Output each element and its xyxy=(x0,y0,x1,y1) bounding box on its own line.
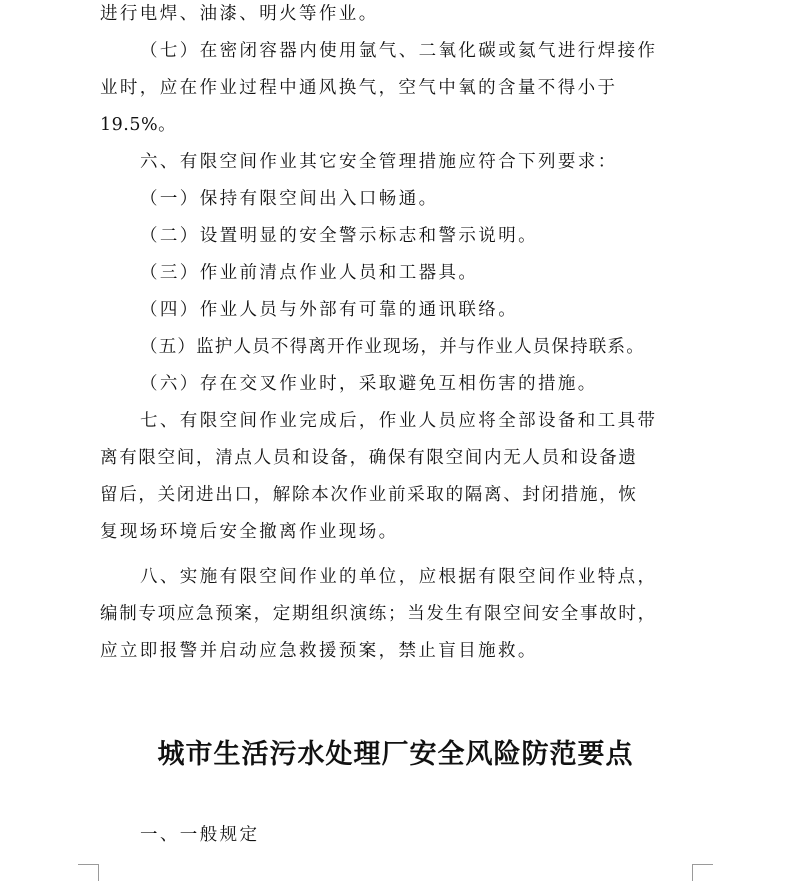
paragraph-line-6: （一）保持有限空间出入口畅通。 xyxy=(140,189,439,209)
paragraph-line-17: 编制专项应急预案，定期组织演练；当发生有限空间安全事故时， xyxy=(100,604,657,624)
paragraph-line-7: （二）设置明显的安全警示标志和警示说明。 xyxy=(140,226,538,246)
paragraph-line-18: 应立即报警并启动应急救援预案，禁止盲目施救。 xyxy=(100,641,538,661)
paragraph-line-1: 进行电焊、油漆、明火等作业。 xyxy=(100,4,379,24)
paragraph-line-3: 业时，应在作业过程中通风换气，空气中氧的含量不得小于 xyxy=(100,78,618,98)
paragraph-line-10: （五）监护人员不得离开作业现场，并与作业人员保持联系。 xyxy=(140,337,645,357)
paragraph-line-16: 八、实施有限空间作业的单位，应根据有限空间作业特点， xyxy=(140,567,658,587)
paragraph-line-12: 七、有限空间作业完成后，作业人员应将全部设备和工具带 xyxy=(140,411,658,431)
page-corner-marker-right xyxy=(692,864,713,881)
page-corner-marker-left xyxy=(78,864,99,881)
paragraph-line-9: （四）作业人员与外部有可靠的通讯联络。 xyxy=(140,300,519,320)
paragraph-line-8: （三）作业前清点作业人员和工器具。 xyxy=(140,263,479,283)
paragraph-line-14: 留后，关闭进出口，解除本次作业前采取的隔离、封闭措施，恢 xyxy=(100,485,638,505)
subheading: 一、一般规定 xyxy=(140,825,260,845)
paragraph-line-5: 六、有限空间作业其它安全管理措施应符合下列要求： xyxy=(140,152,618,172)
paragraph-line-11: （六）存在交叉作业时，采取避免互相伤害的措施。 xyxy=(140,374,598,394)
paragraph-line-2: （七）在密闭容器内使用氩气、二氧化碳或氦气进行焊接作 xyxy=(140,41,658,61)
paragraph-line-4: 19.5%。 xyxy=(100,115,177,135)
paragraph-line-15: 复现场环境后安全撤离作业现场。 xyxy=(100,522,399,542)
paragraph-line-13: 离有限空间，清点人员和设备，确保有限空间内无人员和设备遗 xyxy=(100,448,638,468)
section-title: 城市生活污水处理厂安全风险防范要点 xyxy=(157,739,634,770)
